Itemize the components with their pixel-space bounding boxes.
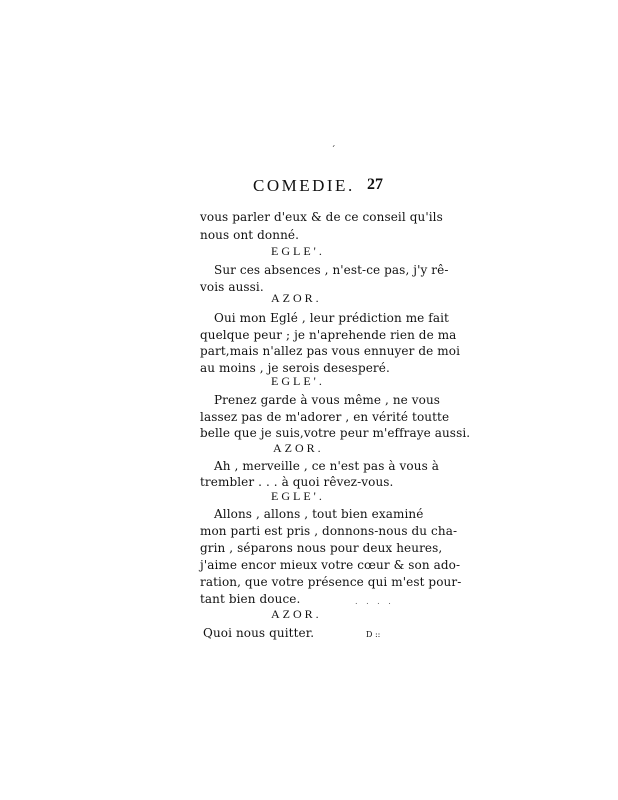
text-line: grin , séparons nous pour deux heures, [200, 541, 443, 555]
signature-mark: D :: [366, 630, 381, 639]
speaker-name: EGLE'. [271, 489, 325, 503]
speaker-name: AZOR. [271, 607, 322, 621]
text-line: vois aussi. [200, 280, 264, 294]
text-line: Prenez garde à vous même , ne vous [214, 393, 441, 407]
speaker-name: AZOR. [273, 441, 324, 455]
text-line: tant bien douce. [200, 592, 301, 606]
text-line: Oui mon Eglé , leur prédiction me fait [214, 311, 449, 325]
text-line: ration, que votre présence qui m'est pour- [200, 575, 462, 589]
text-line: Allons , allons , tout bien examiné [214, 507, 424, 521]
text-line: Sur ces absences , n'est-ce pas, j'y rê- [214, 263, 449, 277]
text-line: Quoi nous quitter. [203, 626, 315, 640]
text-line: part,mais n'allez pas vous ennuyer de moi [200, 344, 461, 358]
speaker-name: AZOR. [271, 291, 322, 305]
text-line: trembler . . . à quoi rêvez-vous. [200, 475, 394, 489]
text-line: vous parler d'eux & de ce conseil qu'ils [200, 210, 443, 224]
running-head: COMEDIE. [253, 176, 355, 195]
text-line: mon parti est pris , donnons-nous du cha- [200, 524, 458, 538]
page-number: 27 [367, 176, 383, 193]
text-line: au moins , je serois desesperé. [200, 361, 390, 375]
text-line: quelque peur ; je n'aprehende rien de ma [200, 328, 457, 342]
speaker-name: EGLE'. [271, 374, 325, 388]
text-line: belle que je suis,votre peur m'effraye aussi. [200, 426, 471, 440]
printer-mark: ´ [331, 146, 336, 156]
text-line: j'aime encor mieux votre cœur & son ado- [200, 558, 461, 572]
text-line: lassez pas de m'adorer , en vérité toutte [200, 410, 450, 424]
text-line: Ah , merveille , ce n'est pas à vous à [214, 459, 439, 473]
speaker-name: EGLE'. [271, 244, 325, 258]
text-line: nous ont donné. [200, 228, 300, 242]
ink-specks: . . . . [355, 597, 394, 606]
